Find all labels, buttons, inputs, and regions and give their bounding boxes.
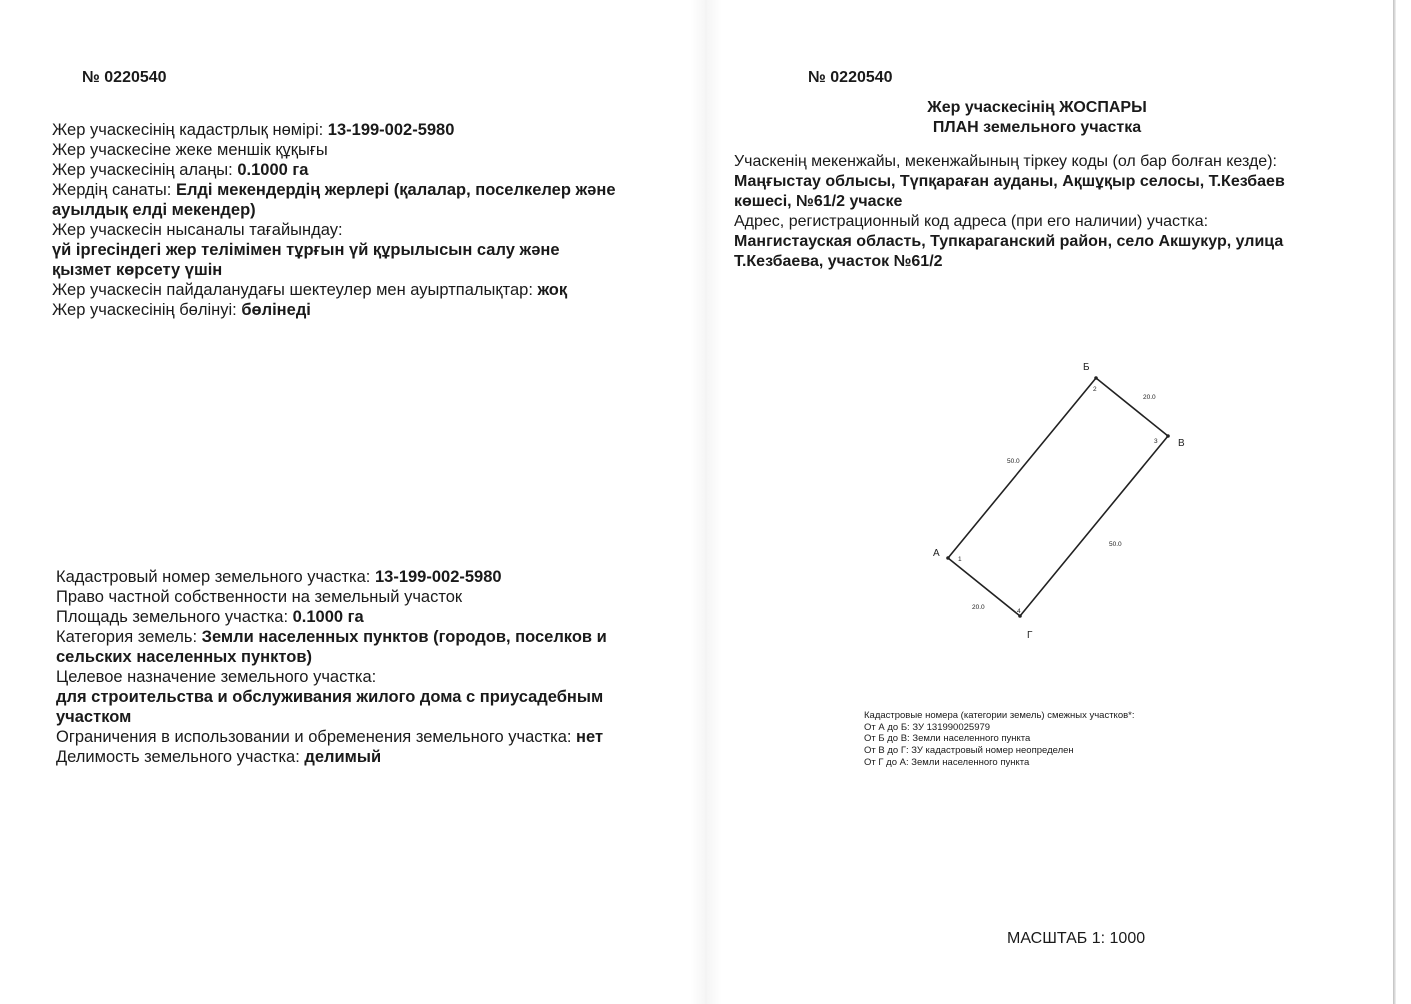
kz-cadastral-line: Жер учаскесінің кадастрлық нөмірі: 13-199-002-5980 [52, 121, 455, 139]
adjacent-row: От Б до В: Земли населенного пункта [864, 733, 1031, 745]
point-letter-a: А [933, 548, 940, 559]
kz-divisibility-value: бөлінеді [241, 301, 311, 319]
point-number-3: 3 [1154, 438, 1158, 445]
ru-cadastral-line: Кадастровый номер земельного участка: 13-199-002-5980 [56, 568, 502, 586]
adjacent-parcels [864, 710, 1135, 769]
kz-area-line: Жер учаскесінің алаңы: 0.1000 га [52, 161, 309, 179]
ru-divisibility-line: Делимость земельного участка: делимый [56, 748, 382, 766]
right-document-number: № 0220540 [808, 69, 893, 86]
ru-right-line: Право частной собственности на земельный участок [56, 588, 463, 606]
ru-cadastral-value: 13-199-002-5980 [374, 568, 502, 586]
left-document-number: № 0220540 [82, 69, 167, 86]
vertex-marker-1 [946, 556, 950, 560]
ru-area-line: Площадь земельного участка: 0.1000 га [56, 608, 364, 626]
kz-divisibility-line: Жер учаскесінің бөлінуі: бөлінеді [52, 301, 311, 319]
ru-area-value: 0.1000 га [292, 608, 364, 626]
adjacent-title: Кадастровые номера (категории земель) смежных участков*: [864, 710, 1135, 721]
side-length-bv: 20.0 [1143, 394, 1156, 401]
address-block [734, 152, 1344, 272]
ru-restrictions-line: Ограничения в использовании и обременения земельного участка: нет [56, 728, 604, 746]
vertex-marker-3 [1166, 434, 1170, 438]
side-length-vg: 50.0 [1109, 541, 1122, 548]
address-kz-label: Учаскенің мекенжайы, мекенжайының тіркеу коды (ол бар болған кезде): [734, 153, 1277, 170]
kz-cadastral-value: 13-199-002-5980 [327, 121, 455, 139]
point-number-4: 4 [1017, 608, 1021, 615]
address-ru-value-cont: Т.Кезбаева, участок №61/2 [734, 253, 943, 270]
kz-purpose-value-cont: қызмет көрсету үшін [52, 261, 223, 279]
ru-category-value: Земли населенных пунктов (городов, поселков и [201, 628, 607, 646]
ru-purpose-value: для строительства и обслуживания жилого дома с приусадебным [56, 688, 604, 706]
point-letter-b: Б [1083, 362, 1090, 373]
kz-purpose-label: Жер учаскесін нысаналы тағайындау: [52, 221, 343, 239]
plan-title-kz: Жер учаскесінің ЖОСПАРЫ [927, 99, 1147, 116]
kz-purpose-value: үй іргесіндегі жер телімімен тұрғын үй құрылысын салу және [52, 241, 560, 259]
russian-info-block [56, 567, 607, 767]
land-plot-plan [900, 350, 1220, 650]
address-kz-value: Маңғыстау облысы, Түпқараған ауданы, Ақшұқыр селосы, Т.Кезбаев [734, 173, 1285, 190]
side-length-ab: 50.0 [1007, 458, 1020, 465]
address-ru-label: Адрес, регистрационный код адреса (при его наличии) участка: [734, 213, 1209, 230]
page-fold-shadow [690, 0, 722, 1004]
kz-restrictions-value: жоқ [537, 281, 568, 299]
point-letter-g: Г [1027, 630, 1033, 641]
plot-boundary [948, 378, 1168, 616]
adjacent-row: От А до Б: ЗУ 131990025979 [864, 721, 991, 733]
plan-title [730, 98, 1344, 138]
kz-area-value: 0.1000 га [237, 161, 309, 179]
kz-restrictions-line: Жер учаскесін пайдаланудағы шектеулер мен ауыртпалықтар: жоқ [52, 281, 568, 299]
side-length-ga: 20.0 [972, 604, 985, 611]
kazakh-info-block [52, 120, 616, 320]
adjacent-row: От Г до А: Земли населенного пункта [864, 756, 1030, 768]
plan-title-ru: ПЛАН земельного участка [932, 119, 1142, 136]
ru-category-value-cont: сельских населенных пунктов) [56, 648, 312, 666]
point-number-2: 2 [1093, 386, 1097, 393]
ru-restrictions-value: нет [576, 728, 604, 746]
kz-category-value: Елді мекендердің жерлері (қалалар, поселкелер және [175, 181, 616, 199]
kz-right-line: Жер учаскесіне жеке меншік құқығы [52, 141, 328, 159]
address-ru-value: Мангистауская область, Тупкараганский район, село Акшукур, улица [734, 233, 1284, 250]
kz-category-line: Жердің санаты: Елді мекендердің жерлері (қалалар, поселкелер және [52, 181, 616, 199]
adjacent-row: От В до Г: ЗУ кадастровый номер неопределен [864, 745, 1074, 757]
address-kz-value-cont: көшесі, №61/2 учаске [734, 193, 903, 210]
kz-category-value-cont: ауылдық елді мекендер) [52, 201, 256, 219]
sheet-edge [1393, 0, 1396, 1004]
point-number-1: 1 [958, 556, 962, 563]
map-scale: МАСШТАБ 1: 1000 [1007, 930, 1146, 947]
ru-purpose-value-cont: участком [56, 708, 132, 726]
ru-purpose-label: Целевое назначение земельного участка: [56, 668, 377, 686]
ru-divisibility-value: делимый [304, 748, 382, 766]
ru-category-line: Категория земель: Земли населенных пунктов (городов, поселков и [56, 628, 607, 646]
point-letter-v: В [1178, 438, 1185, 449]
vertex-marker-2 [1094, 376, 1098, 380]
